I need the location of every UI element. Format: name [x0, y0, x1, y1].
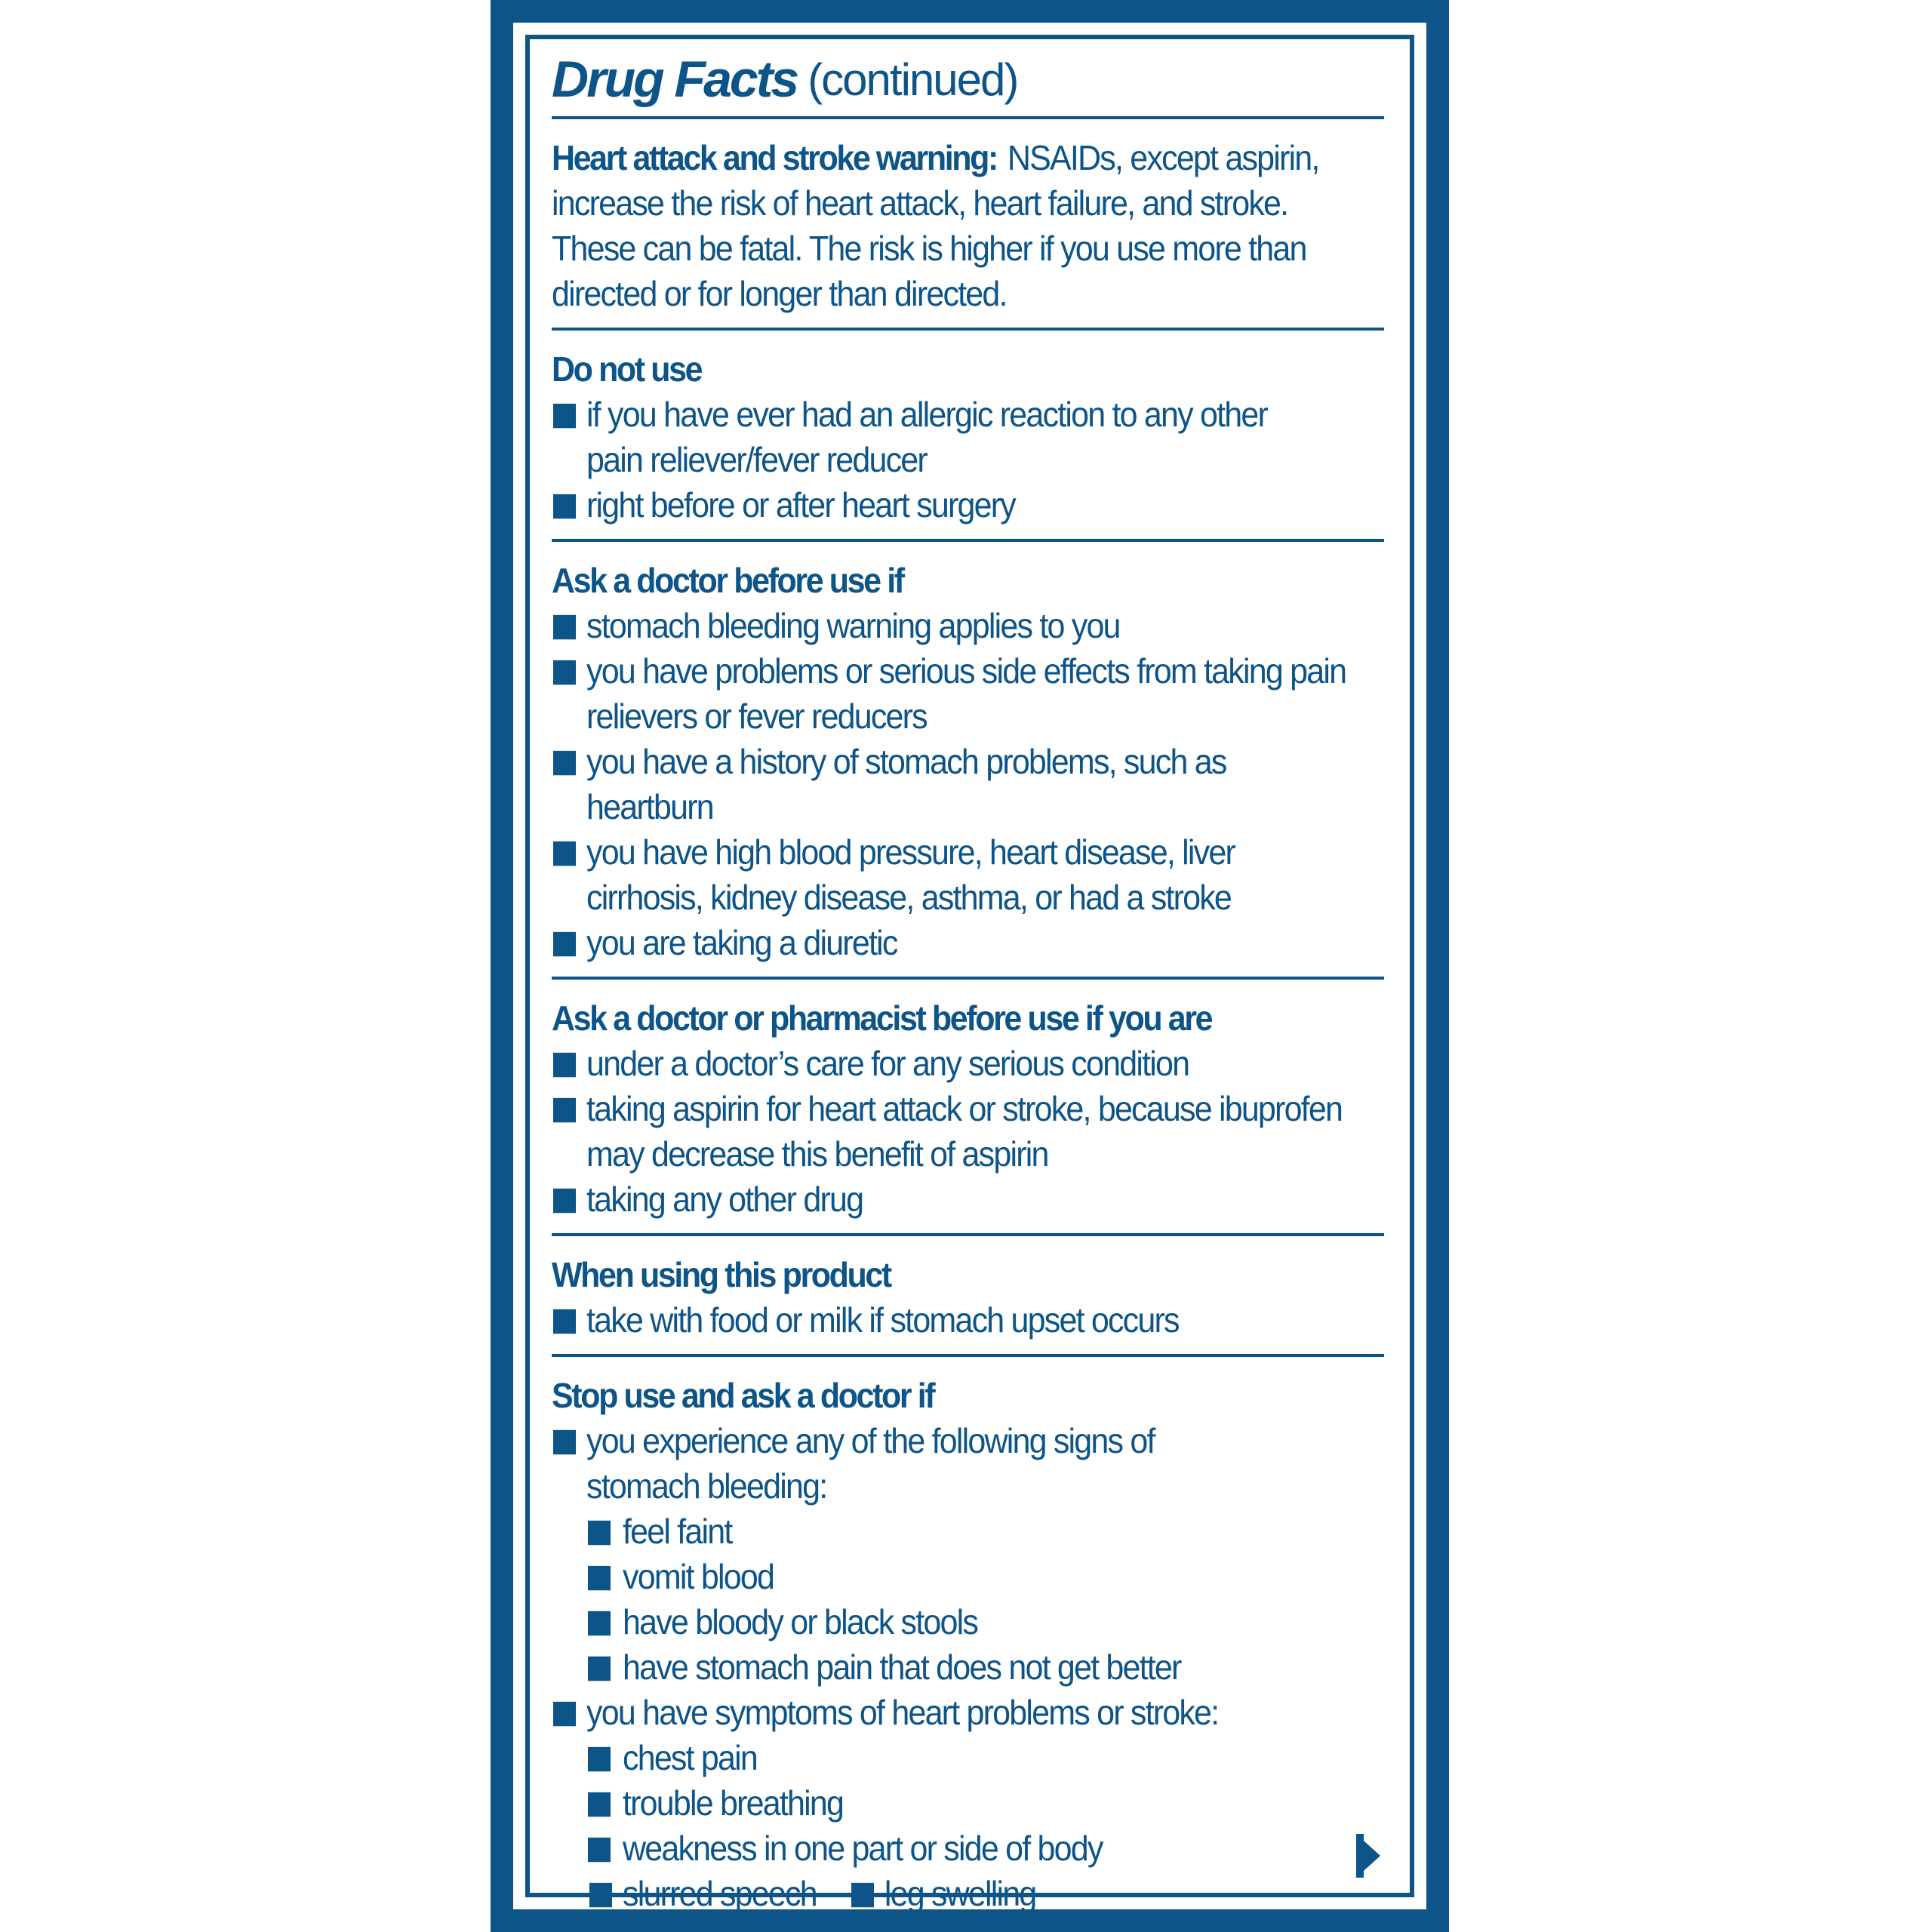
sub-bullet-item: chest pain — [552, 1734, 1384, 1783]
bullet-item: stomach bleeding warning applies to you — [552, 602, 1384, 651]
bullet-continuation: cirrhosis, kidney disease, asthma, or had a stroke — [586, 878, 1232, 918]
bullet-item: if you have ever had an allergic reaction to any other — [552, 391, 1384, 440]
when-using-section — [552, 1236, 1384, 1354]
section-heading: Ask a doctor before use if — [552, 561, 903, 601]
sub-bullet-item: trouble breathing — [552, 1780, 1384, 1829]
bullet-item: taking aspirin for heart attack or stroke, because ibuprofen — [552, 1085, 1384, 1134]
bullet-item: taking any other drug — [552, 1176, 1384, 1225]
bullet-continuation: heartburn — [586, 788, 713, 827]
section-heading: Stop use and ask a doctor if — [552, 1377, 934, 1416]
bullet-item: right before or after heart surgery — [552, 481, 1384, 531]
bullet-item: you have problems or serious side effects from taking pain — [552, 648, 1384, 697]
warning-heading: Heart attack and stroke warning: — [552, 139, 997, 178]
sub-bullet-item: have stomach pain that does not get better — [552, 1644, 1384, 1693]
bullet-continuation: pain reliever/fever reducer — [586, 441, 927, 480]
bullet-continuation: stomach bleeding: — [586, 1467, 827, 1506]
page-title — [552, 42, 1384, 116]
sub-bullet-item: vomit blood — [552, 1553, 1384, 1602]
sub-bullet-item: have bloody or black stools — [552, 1598, 1384, 1647]
warning-line: directed or for longer than directed. — [552, 275, 1007, 314]
section-heading: When using this product — [552, 1256, 891, 1295]
bullet-continuation: may decrease this benefit of aspirin — [586, 1135, 1048, 1174]
bullet-item: you have symptoms of heart problems or stroke: — [552, 1689, 1384, 1738]
sub-bullet-item: weakness in one part or side of body — [552, 1825, 1384, 1874]
ask-doctor-section — [552, 542, 1384, 977]
bullet-item: under a doctor’s care for any serious condition — [552, 1040, 1384, 1089]
bullet-item: you are taking a diuretic — [552, 919, 1384, 968]
title-continued: (continued) — [808, 54, 1018, 105]
bullet-item: take with food or milk if stomach upset occurs — [552, 1297, 1384, 1346]
next-arrow-icon — [1353, 1831, 1383, 1881]
sub-bullet-pair — [552, 1870, 1384, 1919]
bullet-continuation: relievers or fever reducers — [586, 697, 927, 737]
bullet-item: you have a history of stomach problems, such as — [552, 738, 1384, 787]
stop-use-section — [552, 1357, 1384, 1927]
bullet-item: you have high blood pressure, heart disease, liver — [552, 829, 1384, 878]
section-heading: Do not use — [552, 350, 702, 389]
bullet-item: you experience any of the following signs of — [552, 1417, 1384, 1466]
do-not-use-section — [552, 331, 1384, 539]
warning-line: These can be fatal. The risk is higher if you use more than — [552, 229, 1306, 269]
drug-facts-panel — [552, 42, 1384, 1927]
section-heading: Ask a doctor or pharmacist before use if you are — [552, 999, 1212, 1038]
sub-bullet-item: leg swelling — [850, 1870, 1036, 1919]
title-drug-facts: Drug Facts — [552, 51, 798, 108]
warning-line — [552, 134, 1384, 183]
warning-text: NSAIDs, except aspirin, — [1007, 139, 1319, 178]
sub-bullet-item: slurred speech — [588, 1870, 817, 1919]
warning-line: increase the risk of heart attack, heart failure, and stroke. — [552, 184, 1288, 223]
warning-section — [552, 119, 1384, 328]
ask-pharmacist-section — [552, 980, 1384, 1233]
sub-bullet-item: feel faint — [552, 1508, 1384, 1557]
